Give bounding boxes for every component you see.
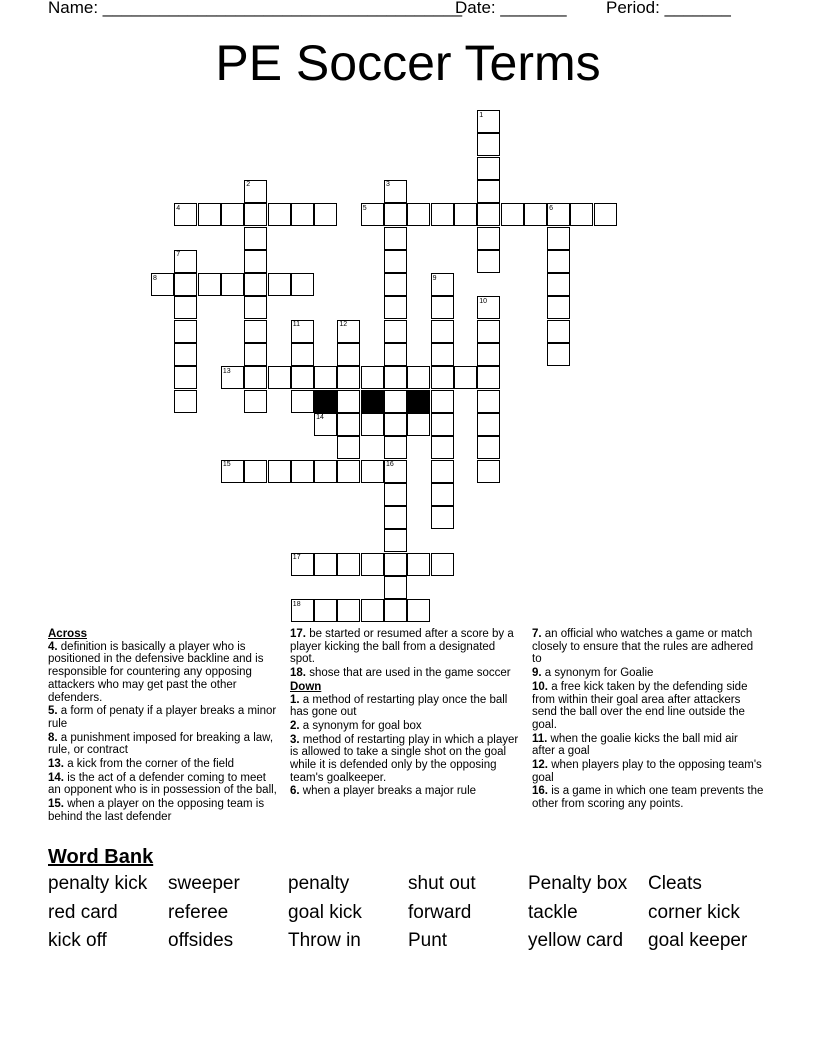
crossword-cell[interactable] [431,553,454,576]
crossword-cell[interactable] [477,180,500,203]
crossword-cell[interactable] [431,436,454,459]
clue-number: 5 [362,204,367,212]
clue-item-number: 2. [290,719,300,732]
clue-item [290,734,522,785]
crossword-cell[interactable] [337,599,360,622]
crossword-cell[interactable] [174,320,197,343]
clue-item-text: when a player breaks a major rule [299,785,477,798]
word-bank-word: Penalty box [528,873,628,894]
word-bank-word: red card [48,901,118,923]
crossword-cell[interactable] [221,273,244,296]
crossword-cell[interactable] [291,343,314,366]
crossword-cell[interactable] [477,390,500,413]
crossword-cell[interactable] [407,553,430,576]
period-field-label: Period: _______ [606,0,731,17]
crossword-cell[interactable] [477,366,500,389]
clue-number: 10 [479,297,487,305]
word-bank-word: yellow card [528,930,624,951]
crossword-cell[interactable] [174,390,197,413]
crossword-cell[interactable] [361,599,384,622]
clue-item-number: 13. [48,758,64,771]
word-bank-word: offsides [168,930,234,951]
crossword-block [407,390,430,413]
crossword-cell[interactable] [384,506,407,529]
clue-item-text: a punishment imposed for breaking a law, rule, or contract [48,731,274,757]
clue-number: 13 [222,367,231,375]
crossword-cell[interactable] [547,343,570,366]
clue-item [290,720,522,733]
crossword-cell[interactable] [268,460,291,483]
clue-number: 15 [222,461,231,468]
crossword-cell[interactable] [268,366,291,389]
crossword-cell[interactable] [570,203,593,226]
crossword-cell[interactable] [244,366,267,389]
clue-item-number: 4. [48,640,58,653]
crossword-cell[interactable] [477,133,500,156]
crossword-cell[interactable] [431,343,454,366]
clue-item [290,785,522,798]
crossword-cell[interactable] [431,296,454,319]
crossword-cell[interactable] [244,250,267,273]
crossword-cell[interactable] [524,203,547,226]
crossword-cell[interactable] [384,296,407,319]
clue-item-number: 17. [290,628,306,640]
crossword-cell[interactable] [244,296,267,319]
crossword-cell[interactable] [384,413,407,436]
crossword-cell[interactable] [361,460,384,483]
crossword-cell[interactable] [431,366,454,389]
crossword-cell[interactable] [454,366,477,389]
crossword-cell[interactable] [477,436,500,459]
crossword-cell[interactable] [174,343,197,366]
clue-item-text: method of restarting play in which a player is allowed to take a single shot on the goal while it is defended only by the opposing team's goalkeeper. [290,733,519,784]
crossword-cell[interactable] [361,413,384,436]
clue-number: 12 [339,321,348,329]
crossword-cell[interactable] [244,390,267,413]
crossword-cell[interactable] [314,366,337,389]
crossword-cell[interactable] [337,390,360,413]
clue-item-text: when players play to the opposing team's goal [532,759,762,784]
crossword-cell[interactable] [384,366,407,389]
crossword-cell[interactable] [337,436,360,459]
crossword-cell[interactable] [198,203,221,226]
clue-item-text: when a player on the opposing team is behind the last defender [48,798,265,823]
crossword-cell[interactable] [384,320,407,343]
word-bank-word: referee [168,901,229,923]
clue-item [48,798,280,823]
clue-item-number: 11. [532,732,548,745]
crossword-cell[interactable] [431,483,454,506]
clue-item-text: an official who watches a game or match closely to ensure that the rules are adhered to [532,628,754,666]
crossword-cell[interactable] [477,343,500,366]
word-bank-word: forward [408,901,472,923]
clue-item-number: 15. [48,798,64,811]
crossword-cell[interactable] [244,273,267,296]
clue-item-text: a synonym for goal box [299,719,422,732]
clue-item [290,694,522,719]
clue-item-text: a synonym for Goalie [541,667,654,680]
name-field-label: Name: ______________________________________ [48,0,463,17]
word-bank-word: goal kick [288,901,362,923]
word-bank-word: Throw in [288,930,361,951]
word-bank-word: Punt [408,930,448,951]
clue-item-number: 18. [290,667,306,680]
clue-item-number: 9. [532,667,542,680]
crossword-block [361,390,384,413]
clues-column-3 [532,628,764,812]
clue-item [48,772,280,797]
crossword-cell[interactable] [477,203,500,226]
crossword-cell[interactable] [384,483,407,506]
clue-item [48,758,280,771]
crossword-cell[interactable] [337,413,360,436]
word-bank-word: penalty [288,873,350,894]
crossword-cell[interactable] [431,506,454,529]
word-bank-word: penalty kick [48,873,148,894]
crossword-cell[interactable] [477,227,500,250]
across-heading: Across [48,628,87,640]
crossword-cell[interactable] [244,343,267,366]
crossword-cell[interactable] [244,227,267,250]
crossword-cell[interactable] [477,157,500,180]
clue-item-number: 8. [48,731,58,744]
clue-item [48,705,280,730]
clue-item-number: 3. [290,733,300,746]
crossword-cell[interactable] [198,273,221,296]
clue-item-number: 16. [532,785,548,798]
crossword-cell[interactable] [314,460,337,483]
crossword-cell[interactable] [314,599,337,622]
crossword-cell[interactable] [384,576,407,599]
clue-item-text: shose that are used in the game soccer [306,667,511,680]
clue-item-number: 6. [290,785,300,798]
crossword-cell[interactable] [384,343,407,366]
word-bank-word: Cleats [648,873,702,894]
clue-number: 4 [176,204,181,212]
crossword-cell[interactable] [174,296,197,319]
crossword-cell[interactable] [384,529,407,552]
date-field-label: Date: _______ [455,0,567,17]
crossword-cell[interactable] [314,203,337,226]
crossword-cell[interactable] [244,203,267,226]
clue-item-text: be started or resumed after a score by a player kicking the ball from a designated spot. [290,628,514,666]
clue-item-text: definition is basically a player who is positioned in the defensive backline and is responsible for countering any opposing attackers who may get past the other defenders. [48,640,264,704]
crossword-cell[interactable] [291,390,314,413]
clue-item-number: 12. [532,759,548,772]
crossword-cell[interactable] [407,366,430,389]
crossword-cell[interactable] [221,203,244,226]
crossword-cell[interactable] [407,599,430,622]
crossword-cell[interactable] [291,366,314,389]
clue-item [532,681,764,732]
crossword-cell[interactable] [314,553,337,576]
crossword-cell[interactable] [268,273,291,296]
word-bank-title: Word Bank [48,846,154,868]
clue-item-number: 14. [48,771,64,784]
crossword-cell[interactable] [384,227,407,250]
crossword-cell[interactable] [501,203,524,226]
crossword-cell[interactable] [291,203,314,226]
clue-number: 1 [479,111,484,119]
clue-item-text: a free kick taken by the defending side from within their goal area after attackers send the ball over the end line outside the goal. [532,680,748,731]
page-title: PE Soccer Terms [215,35,601,91]
clue-item [290,667,522,680]
clue-item-number: 10. [532,680,548,693]
clue-item-text: is a game in which one team prevents the other from scoring any points. [532,785,764,811]
crossword-cell[interactable] [337,343,360,366]
clues-column-1 [48,628,280,825]
crossword-cell[interactable] [384,250,407,273]
crossword-cell[interactable] [384,203,407,226]
crossword-cell[interactable] [361,553,384,576]
clue-item-number: 5. [48,705,58,718]
clue-number: 18 [292,600,301,608]
crossword-cell[interactable] [594,203,617,226]
clue-item [532,667,764,680]
crossword-cell[interactable] [384,273,407,296]
clue-item-number: 7. [532,628,542,640]
clue-item-number: 1. [290,693,300,706]
crossword-cell[interactable] [477,250,500,273]
clue-item [532,785,764,810]
word-bank-word: shut out [408,873,476,894]
crossword-block [314,390,337,413]
clue-number: 8 [153,274,157,282]
crossword-cell[interactable] [384,436,407,459]
crossword-cell[interactable] [431,413,454,436]
crossword-cell[interactable] [174,366,197,389]
crossword-cell[interactable] [268,203,291,226]
clue-item [48,641,280,705]
word-bank-word: sweeper [168,873,240,894]
clue-number: 7 [176,251,181,259]
down-heading: Down [290,680,322,693]
crossword-cell[interactable] [384,390,407,413]
clue-item [532,733,764,758]
crossword-cell[interactable] [291,460,314,483]
clue-item-text: is the act of a defender coming to meet an opponent who is in possession of the ball, [48,771,277,797]
clue-item [48,732,280,757]
word-bank-word: tackle [528,901,578,923]
crossword-cell[interactable] [547,320,570,343]
crossword-cell[interactable] [384,599,407,622]
clue-number: 9 [432,274,437,282]
crossword-cell[interactable] [431,203,454,226]
crossword-cell[interactable] [244,320,267,343]
clue-number: 3 [386,181,390,189]
clue-item-text: a kick from the corner of the field [64,758,235,771]
clue-item [532,628,764,666]
crossword-cell[interactable] [547,273,570,296]
crossword-cell[interactable] [477,320,500,343]
clue-item [290,628,522,666]
clue-number: 11 [292,321,301,329]
clue-item [532,759,764,784]
crossword-cell[interactable] [431,320,454,343]
crossword-cell[interactable] [244,460,267,483]
crossword-cell[interactable] [477,460,500,483]
crossword-cell[interactable] [337,553,360,576]
crossword-cell[interactable] [547,227,570,250]
clues-column-2 [290,628,522,799]
clue-number: 16 [386,461,394,468]
crossword-cell[interactable] [454,203,477,226]
clue-number: 17 [292,554,301,562]
crossword-cell[interactable] [547,296,570,319]
word-bank-word: goal keeper [648,930,748,951]
word-bank-word: kick off [48,930,107,951]
word-bank-word: corner kick [648,901,740,923]
crossword-cell[interactable] [361,366,384,389]
crossword-cell[interactable] [407,203,430,226]
clue-item-text: a method of restarting play once the ball has gone out [290,693,508,719]
crossword-cell[interactable] [431,390,454,413]
crossword-cell[interactable] [384,553,407,576]
clue-number: 14 [316,414,324,422]
crossword-cell[interactable] [477,413,500,436]
crossword-cell[interactable] [431,460,454,483]
clue-item-text: a form of penaty if a player breaks a minor rule [48,705,277,730]
crossword-cell[interactable] [337,460,360,483]
crossword-cell[interactable] [337,366,360,389]
crossword-cell[interactable] [291,273,314,296]
clue-number: 6 [549,204,553,212]
crossword-cell[interactable] [547,250,570,273]
clue-item-text: when the goalie kicks the ball mid air after a goal [532,732,738,758]
clue-number: 2 [246,181,251,189]
crossword-cell[interactable] [174,273,197,296]
crossword-cell[interactable] [407,413,430,436]
